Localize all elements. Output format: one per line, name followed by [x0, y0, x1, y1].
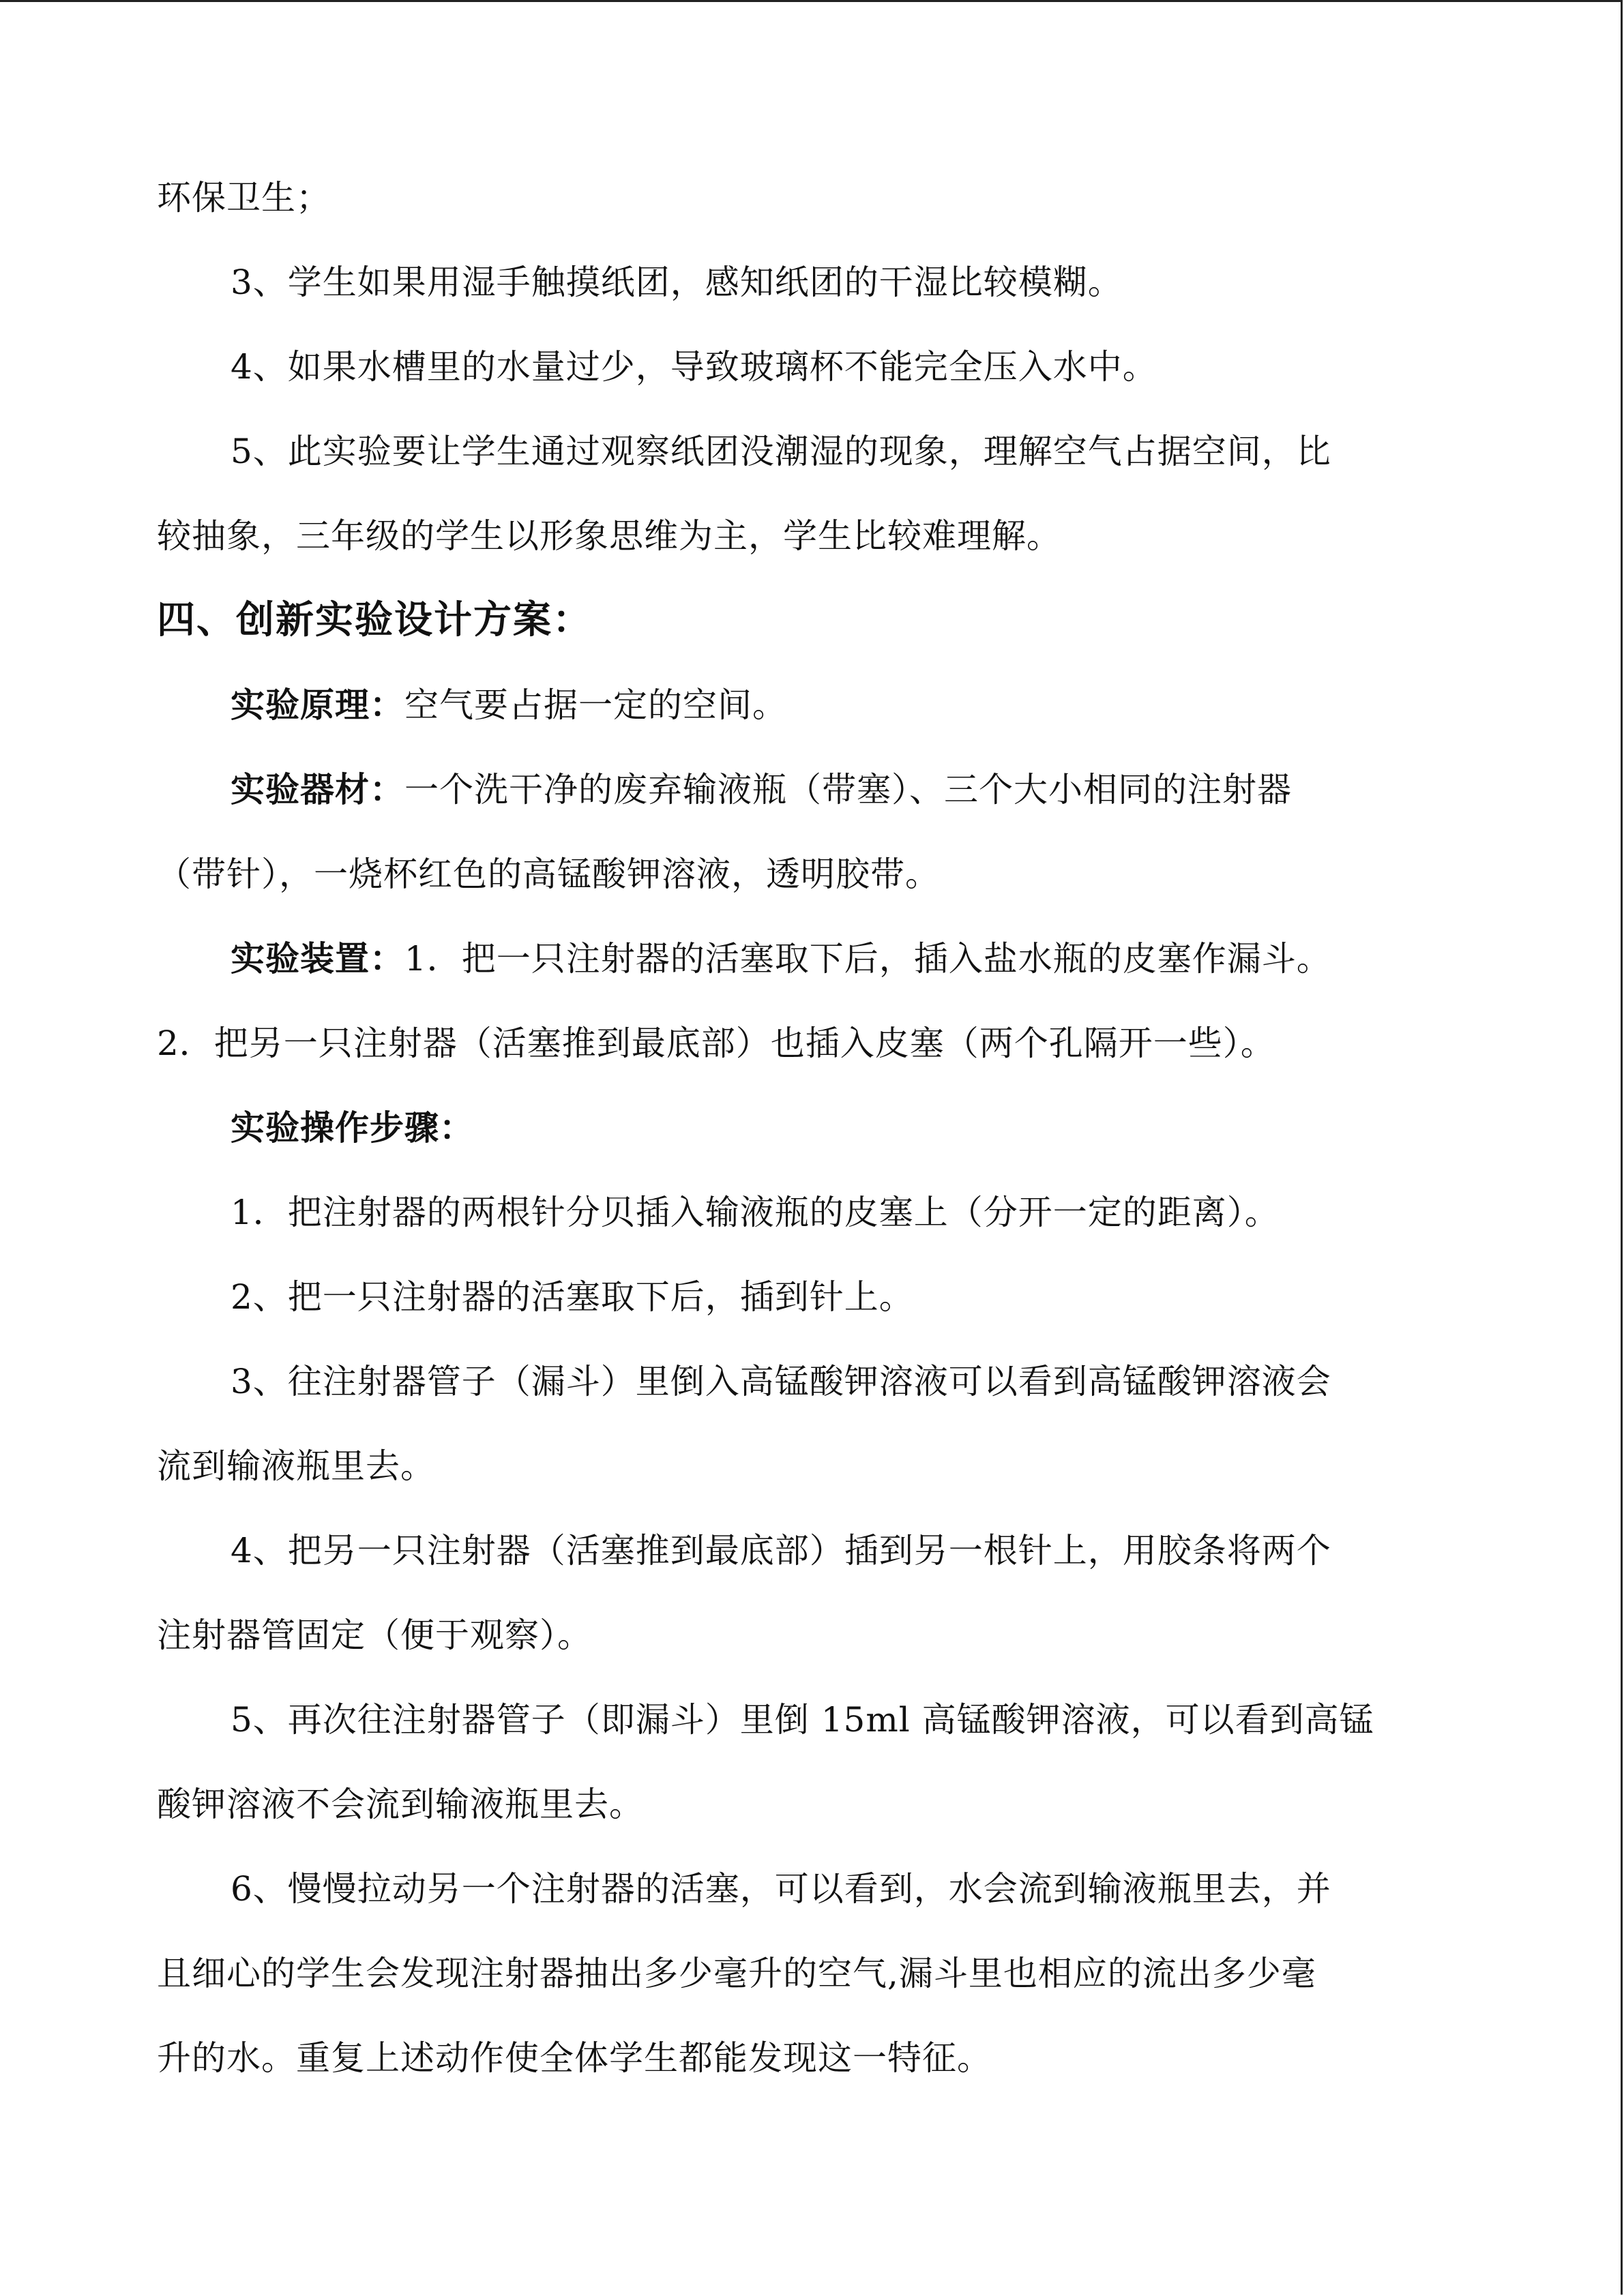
text-line: 环保卫生； — [157, 178, 331, 218]
step-line: 4、把另一只注射器（活塞推到最底部）插到另一根针上，用胶条将两个 — [231, 1531, 1331, 1570]
step-line: 酸钾溶液不会流到输液瓶里去。 — [157, 1785, 644, 1824]
steps-label: 实验操作步骤： — [231, 1108, 474, 1148]
apparatus-line-2: 2．把另一只注射器（活塞推到最底部）也插入皮塞（两个孔隔开一些）。 — [157, 1024, 1275, 1063]
materials-text: 一个洗干净的废弃输液瓶（带塞）、三个大小相同的注射器 — [404, 770, 1292, 809]
step-line: 且细心的学生会发现注射器抽出多少毫升的空气,漏斗里也相应的流出多少毫 — [157, 1954, 1316, 1993]
apparatus-line — [157, 916, 1466, 1001]
materials-line-2: （带针），一烧杯红色的高锰酸钾溶液，透明胶带。 — [157, 854, 940, 894]
text-line: 5、此实验要让学生通过观察纸团没潮湿的现象，理解空气占据空间，比 — [231, 432, 1331, 471]
step-line: 1．把注射器的两根针分贝插入输液瓶的皮塞上（分开一定的距离）。 — [231, 1193, 1280, 1232]
step-line: 升的水。重复上述动作使全体学生都能发现这一特征。 — [157, 2038, 992, 2078]
steps-label-line — [157, 1086, 1466, 1170]
principle-label: 实验原理： — [231, 685, 404, 725]
document-body — [157, 155, 1466, 2100]
materials-line — [157, 747, 1466, 832]
text-line: 4、如果水槽里的水量过少，导致玻璃杯不能完全压入水中。 — [231, 347, 1157, 387]
text-line: 3、学生如果用湿手触摸纸团，感知纸团的干湿比较模糊。 — [231, 263, 1123, 302]
apparatus-label: 实验装置： — [231, 939, 404, 979]
step-line: 流到输液瓶里去。 — [157, 1446, 435, 1486]
apparatus-text: 1．把一只注射器的活塞取下后，插入盐水瓶的皮塞作漏斗。 — [404, 939, 1331, 979]
principle-line — [157, 663, 1466, 747]
step-line: 3、往注射器管子（漏斗）里倒入高锰酸钾溶液可以看到高锰酸钾溶液会 — [231, 1362, 1331, 1401]
text-line: 较抽象，三年级的学生以形象思维为主，学生比较难理解。 — [157, 516, 1061, 556]
step-line: 2、把一只注射器的活塞取下后，插到针上。 — [231, 1277, 914, 1317]
principle-text: 空气要占据一定的空间。 — [404, 685, 787, 725]
step-line: 5、再次往注射器管子（即漏斗）里倒 15ml 高锰酸钾溶液，可以看到高锰 — [231, 1700, 1374, 1740]
section-heading: 四、创新实验设计方案： — [157, 598, 592, 642]
step-line: 6、慢慢拉动另一个注射器的活塞，可以看到，水会流到输液瓶里去，并 — [231, 1869, 1331, 1909]
step-line: 注射器管固定（便于观察）。 — [157, 1615, 592, 1655]
materials-label: 实验器材： — [231, 770, 404, 809]
